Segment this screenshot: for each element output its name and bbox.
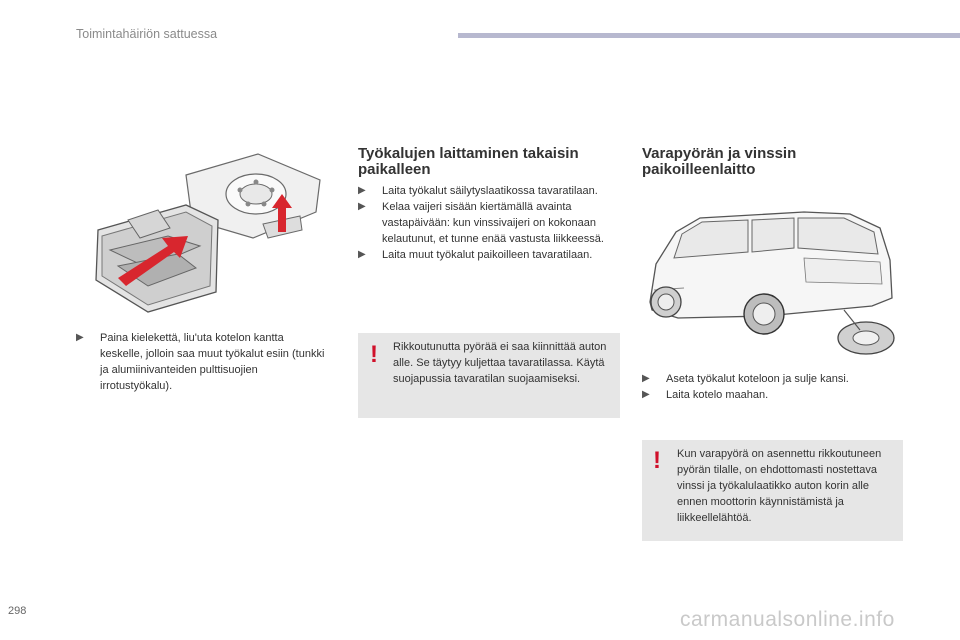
- list-item: ▶ Laita muut työkalut paikoilleen tavaratilaan.: [358, 249, 593, 261]
- warning-box-tools: [358, 333, 620, 418]
- list-item: ▶ Laita kotelo maahan.: [642, 389, 769, 401]
- left-bullet-list: [76, 330, 326, 394]
- warning-text: Kun varapyörä on asennettu rikkoutuneen pyörän tilalle, on ehdottomasti nostettava vinssi ja työkalulaatikko auton korin alle ennen moottorin käynnistämistä ja liikkeellelähtöä.: [677, 448, 882, 524]
- toolbox-illustration: [88, 150, 328, 320]
- car-spare-wheel-illustration: [644, 198, 900, 360]
- watermark: carmanualsonline.info: [680, 608, 895, 631]
- header-bar: [458, 33, 960, 38]
- section-title-tools: Työkalujen laittaminen takaisin paikalleen: [358, 145, 579, 178]
- arrow-bullet-icon: ▶: [358, 201, 366, 212]
- list-item: ▶ Kelaa vaijeri sisään kiertämällä avainta vastapäivään: kun vinssivaijeri on kokonaan kelautunut, et tunne enää vastusta liikkeessä.: [358, 201, 604, 245]
- arrow-bullet-icon: ▶: [358, 185, 366, 196]
- page-number: 298: [8, 605, 27, 617]
- exclamation-icon: !: [653, 447, 661, 474]
- warning-text: Rikkoutunutta pyörää ei saa kiinnittää auton alle. Se täytyy kuljettaa tavaratilassa. Käytä suojapussia tavaratilan suojaamiseksi.: [393, 341, 607, 385]
- arrow-bullet-icon: ▶: [642, 373, 650, 384]
- list-item: ▶ Aseta työkalut koteloon ja sulje kansi.: [642, 373, 849, 385]
- list-item: ▶ Paina kielekettä, liu'uta kotelon kantta keskelle, jolloin saa muut työkalut esiin (tunkki ja alumiinivanteiden pulttisuojien irrotustyökalu).: [76, 332, 325, 392]
- header-title: Toimintahäiriön sattuessa: [76, 27, 218, 41]
- arrow-bullet-icon: ▶: [358, 249, 366, 260]
- section-title-spare-wheel: Varapyörän ja vinssin paikoilleenlaitto: [642, 145, 797, 178]
- right-bullet-list: [642, 371, 902, 403]
- arrow-bullet-icon: ▶: [642, 389, 650, 400]
- middle-bullet-list: [358, 183, 620, 263]
- exclamation-icon: !: [370, 341, 378, 368]
- list-item: ▶ Laita työkalut säilytyslaatikossa tavaratilaan.: [358, 185, 598, 197]
- warning-box-spare-wheel: [642, 440, 903, 541]
- arrow-bullet-icon: ▶: [76, 332, 84, 343]
